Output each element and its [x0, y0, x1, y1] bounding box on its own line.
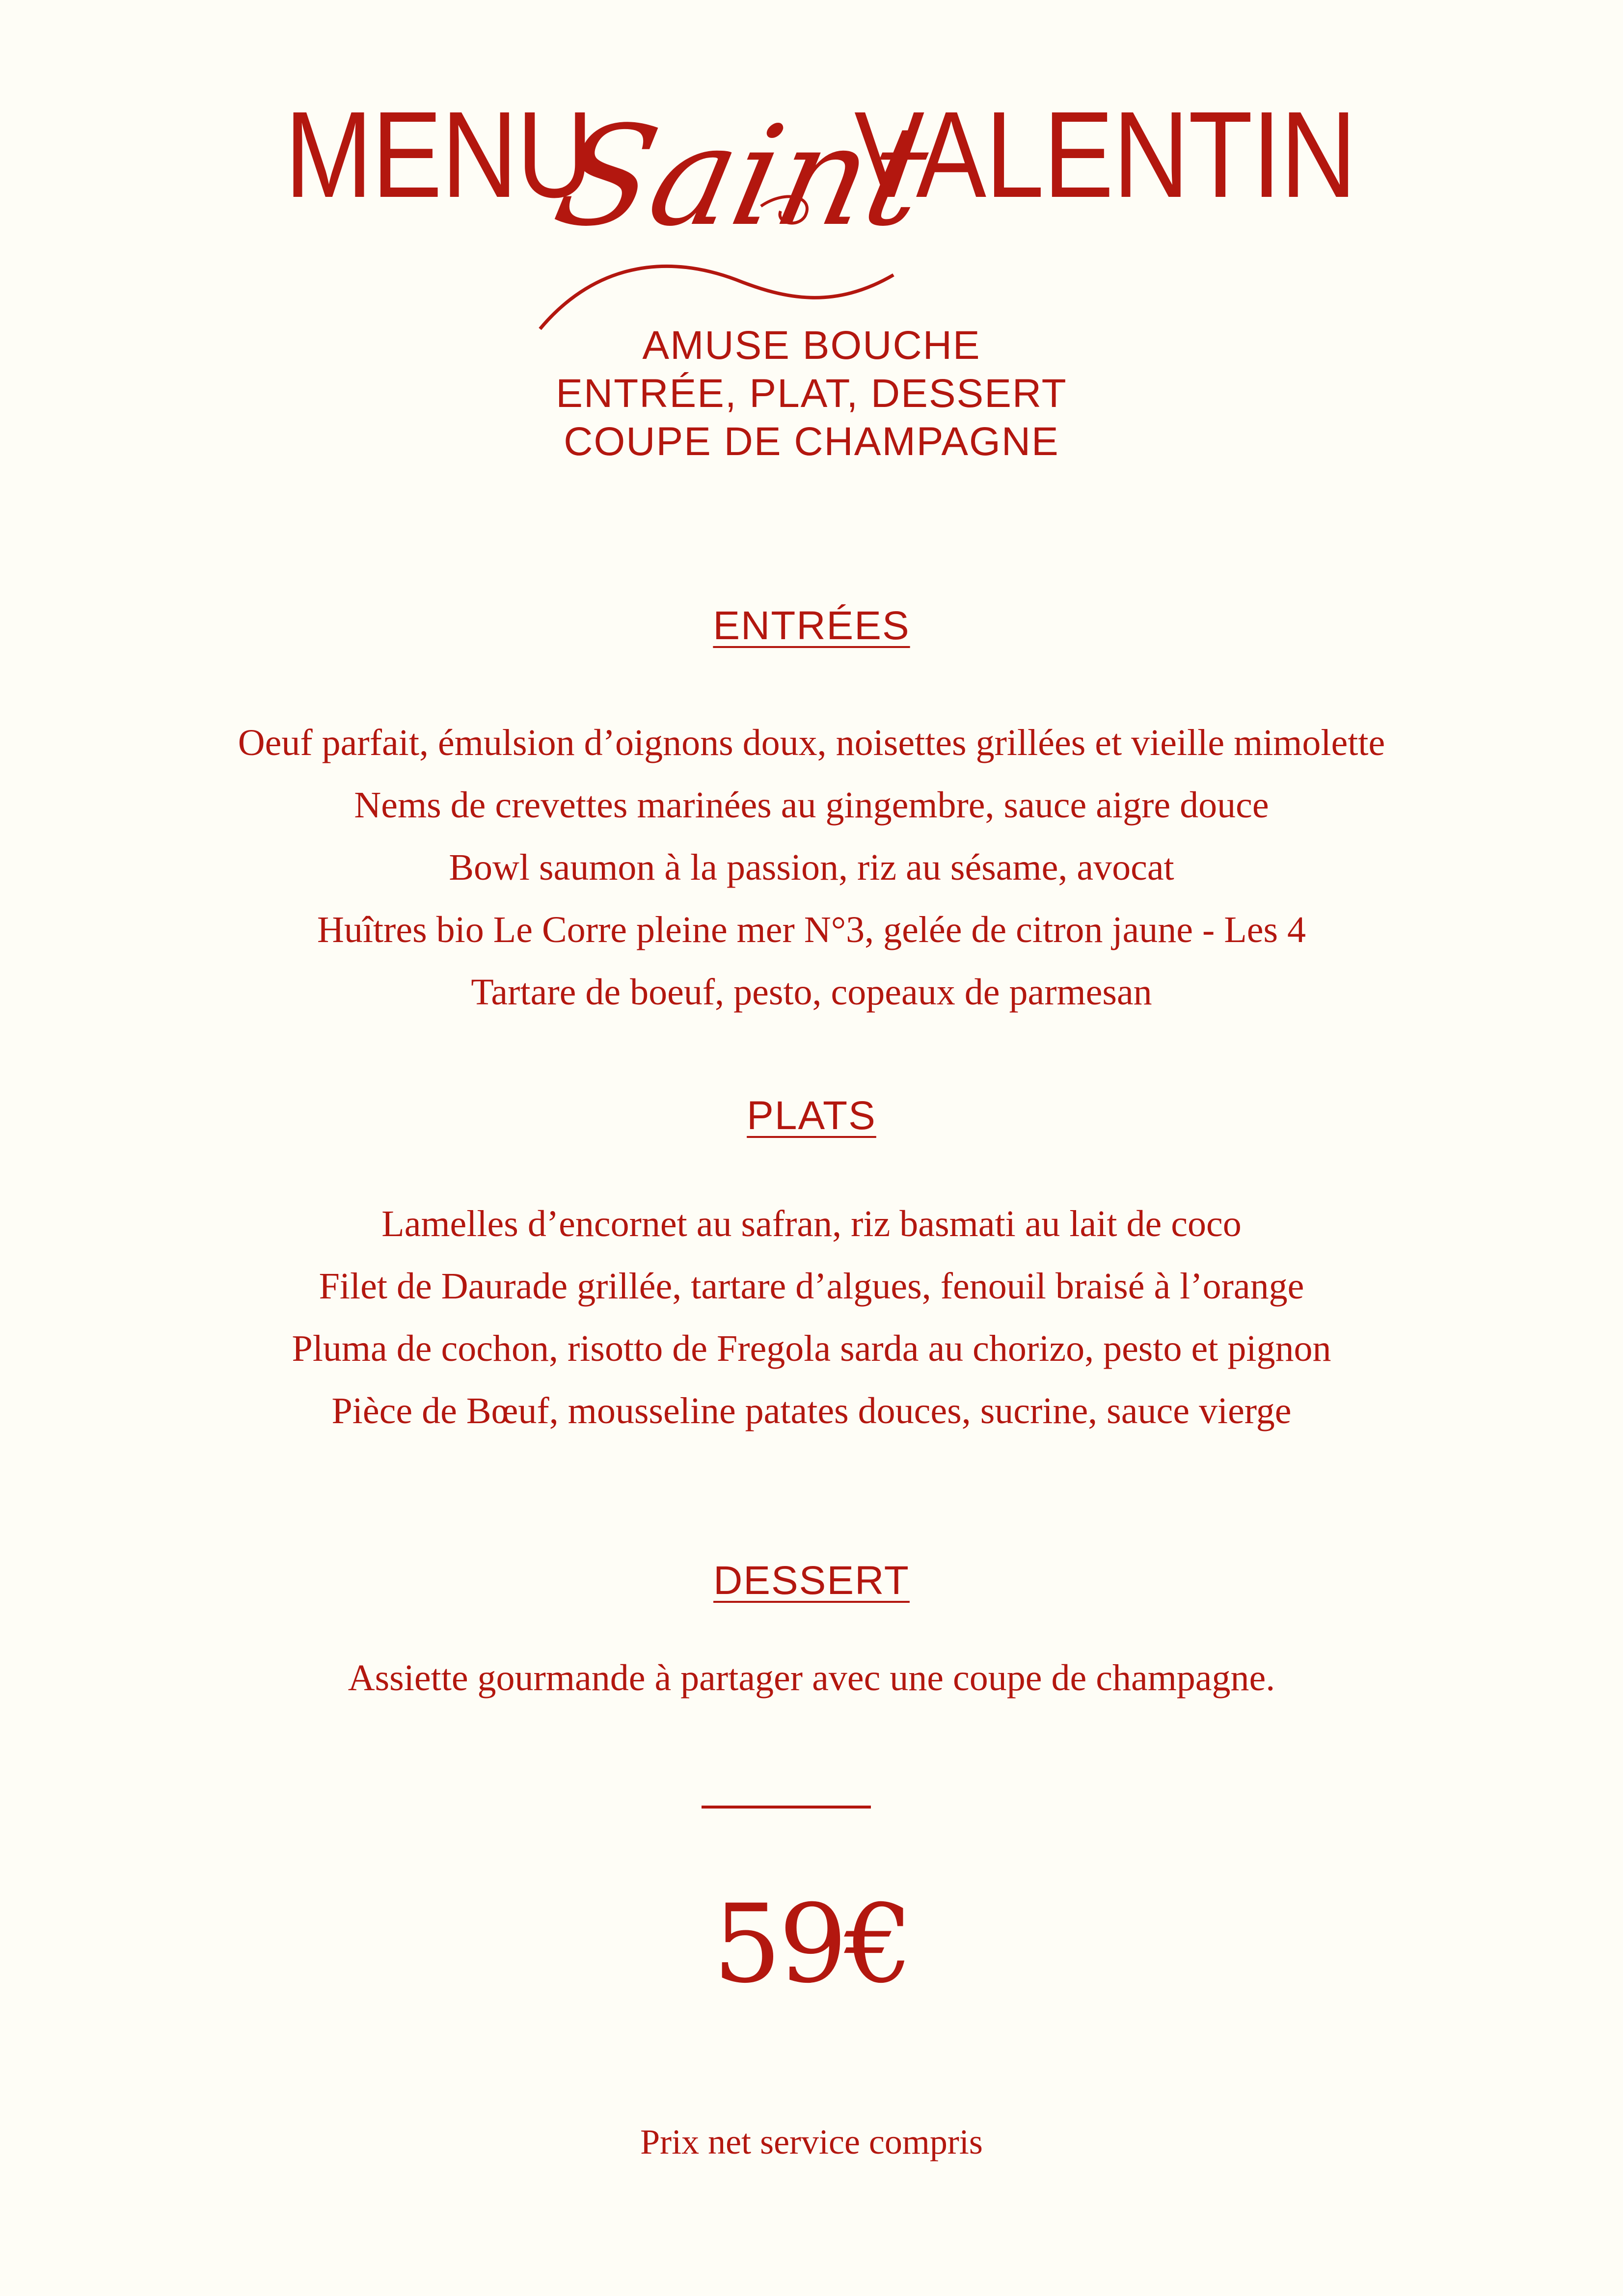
dish-item: Lamelles d’encornet au safran, riz basmati au lait de coco [381, 1203, 1242, 1244]
plats-list [0, 1193, 1623, 1442]
title-valentin-word: VALENTIN [854, 86, 1356, 223]
section-title-plats: PLATS [747, 1093, 876, 1138]
divider-line [702, 1806, 871, 1809]
dish-item: Pièce de Bœuf, mousseline patates douces, sucrine, sauce vierge [331, 1390, 1292, 1432]
section-title-dessert: DESSERT [713, 1558, 910, 1603]
title-saint-script: Saint [542, 97, 941, 257]
menu-intro [0, 322, 1623, 466]
title-menu-word: MENU [285, 86, 593, 223]
intro-line: COUPE DE CHAMPAGNE [564, 419, 1059, 464]
dish-item: Filet de Daurade grillée, tartare d’algues, fenouil braisé à l’orange [319, 1266, 1304, 1307]
price-amount: 59€ [713, 1881, 910, 2007]
dish-item: Nems de crevettes marinées au gingembre, sauce aigre douce [354, 784, 1269, 826]
intro-line: AMUSE BOUCHE [642, 323, 981, 368]
dish-item: Pluma de cochon, risotto de Fregola sarda au chorizo, pesto et pignon [292, 1328, 1331, 1369]
entrees-list [0, 712, 1623, 1024]
section-title-entrees: ENTRÉES [713, 603, 910, 648]
dish-item: Tartare de boeuf, pesto, copeaux de parmesan [471, 972, 1152, 1013]
dish-item: Bowl saumon à la passion, riz au sésame, avocat [449, 847, 1174, 888]
dish-item: Assiette gourmande à partager avec une coupe de champagne. [348, 1657, 1275, 1699]
dish-item: Huîtres bio Le Corre pleine mer N°3, gelée de citron jaune - Les 4 [317, 909, 1306, 950]
price-note: Prix net service compris [640, 2122, 983, 2161]
menu-title [0, 86, 1623, 257]
dish-item: Oeuf parfait, émulsion d’oignons doux, noisettes grillées et vieille mimolette [238, 722, 1385, 763]
dessert-list [0, 1647, 1623, 1709]
intro-line: ENTRÉE, PLAT, DESSERT [556, 371, 1067, 416]
